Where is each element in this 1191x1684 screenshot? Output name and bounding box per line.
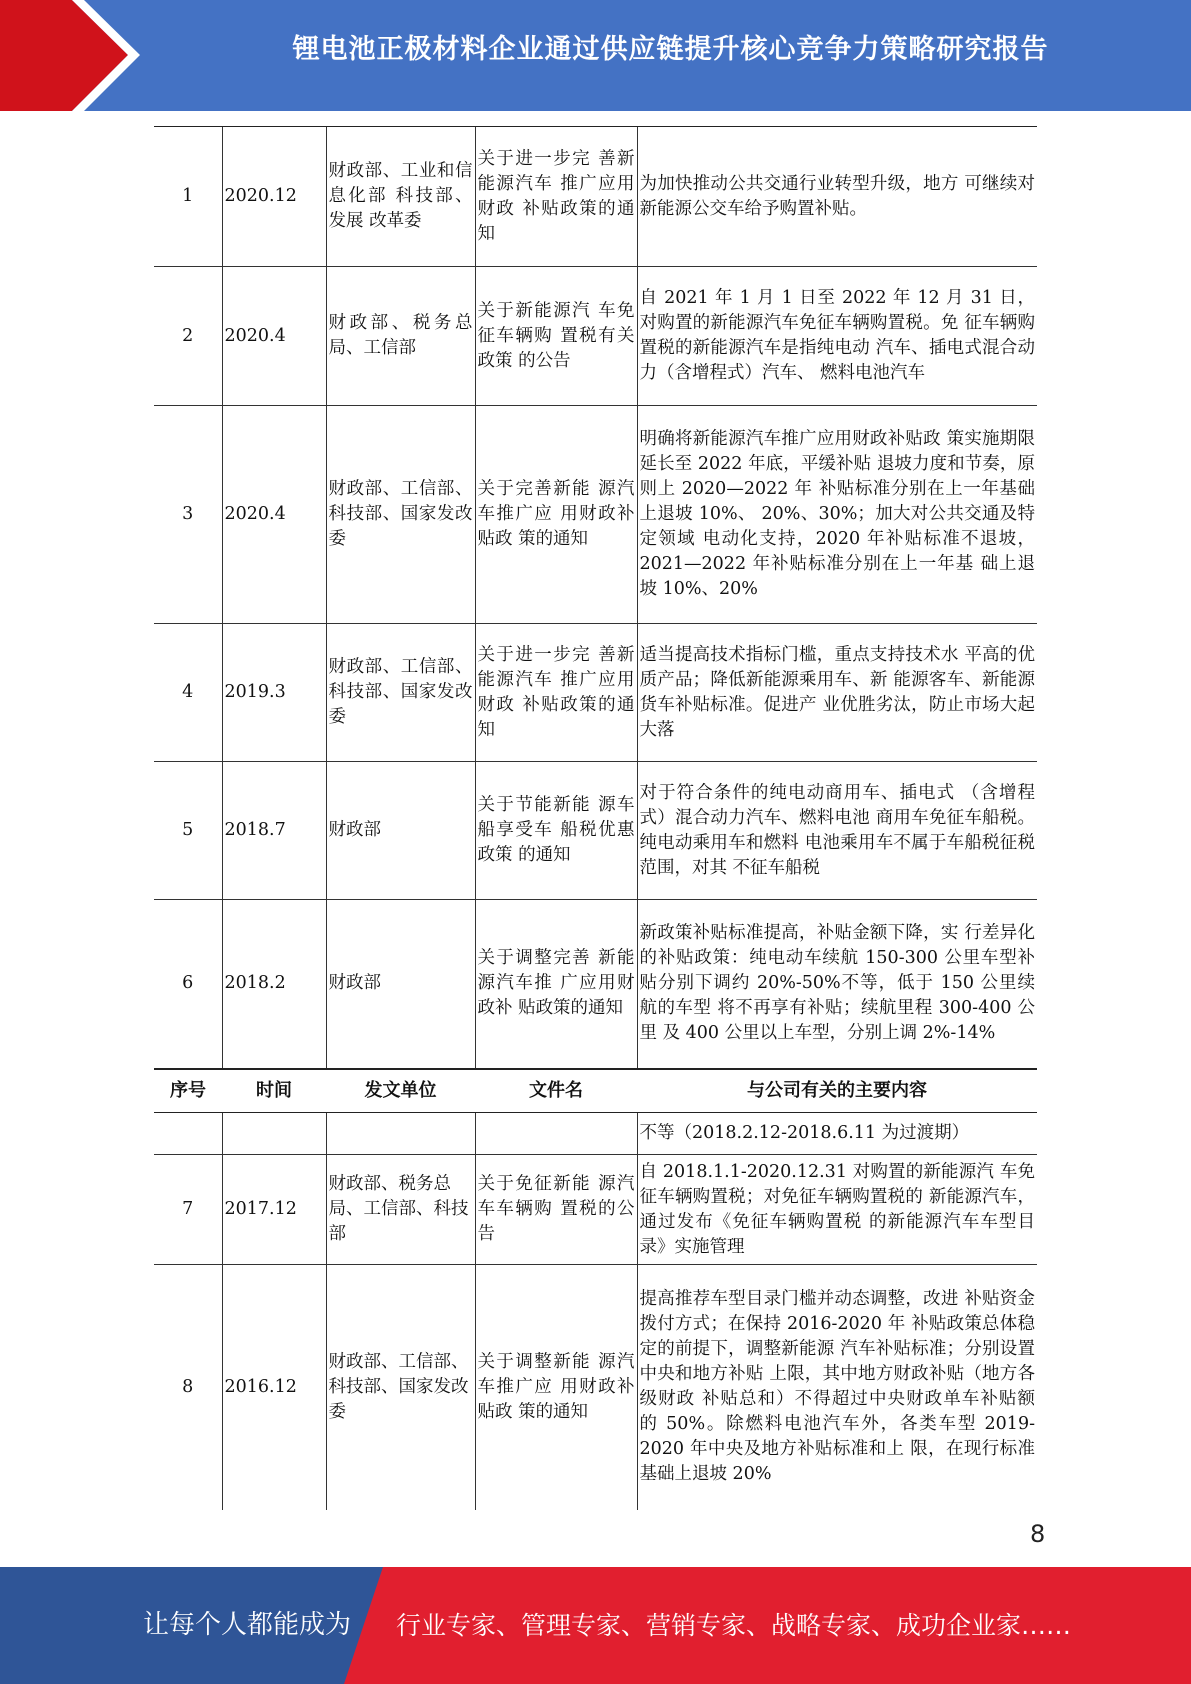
cell-content: 自 2021 年 1 月 1 日至 2022 年 12 月 31 日，对购置的新能源汽车免征车辆购置税。免 征车辆购置税的新能源汽车是指纯电动 汽车、插电式混合动力（含增程式）汽车、 燃料电池汽车: [637, 267, 1037, 406]
empty-cell: [326, 1113, 475, 1155]
cell-content: 为加快推动公共交通行业转型升级，地方 可继续对新能源公交车给予购置补贴。: [637, 127, 1037, 267]
cell-doc: 关于完善新能 源汽车推广应 用财政补贴政 策的通知: [475, 406, 637, 624]
policy-table: [154, 126, 1037, 1510]
cell-date: 2018.7: [222, 762, 326, 900]
cell-date: 2018.2: [222, 900, 326, 1069]
footer-slogan-left: 让每个人都能成为: [143, 1610, 352, 1640]
cell-content: 对于符合条件的纯电动商用车、插电式 （含增程式）混合动力汽车、燃料电池 商用车免征车船税。纯电动乘用车和燃料 电池乘用车不属于车船税征税范围，对其 不征车船税: [637, 762, 1037, 900]
page-header: [0, 0, 1191, 111]
cell-issuer: 财政部、工业和信息化部 科技部、发展 改革委: [326, 127, 475, 267]
page-number: 8: [1030, 1520, 1046, 1548]
cell-doc: 关于进一步完 善新能源汽车 推广应用财政 补贴政策的通 知: [475, 624, 637, 762]
cell-no: 8: [154, 1265, 222, 1510]
table-row-continuation: [154, 1113, 1037, 1155]
cell-date: 2020.4: [222, 406, 326, 624]
cell-no: 1: [154, 127, 222, 267]
col-header-doc: 文件名: [475, 1069, 637, 1113]
cell-issuer: 财政部: [326, 900, 475, 1069]
page-footer: [0, 1567, 1191, 1684]
col-header-no: 序号: [154, 1069, 222, 1113]
cell-doc: 关于调整完善 新能源汽车推 广应用财政补 贴政策的通知: [475, 900, 637, 1069]
empty-cell: [222, 1113, 326, 1155]
cell-no: 7: [154, 1155, 222, 1265]
cell-issuer: 财政部: [326, 762, 475, 900]
cell-content: 自 2018.1.1-2020.12.31 对购置的新能源汽 车免征车辆购置税；对免征车辆购置税的 新能源汽车，通过发布《免征车辆购置税 的新能源汽车车型目录》实施管理: [637, 1155, 1037, 1265]
cell-content: 提高推荐车型目录门槛并动态调整，改进 补贴资金拨付方式；在保持 2016-2020 年 补贴政策总体稳定的前提下，调整新能源 汽车补贴标准；分别设置中央和地方补贴 上限，其中地方财政补贴（地方各级财政 补贴总和）不得超过中央财政单车补贴额 的 50%。除燃料电池汽车外，各类车型 2019-2020 年中央及地方补贴标准和上 限，在现行标准基础上退坡 20%: [637, 1265, 1037, 1510]
cell-date: 2019.3: [222, 624, 326, 762]
table-row: [154, 900, 1037, 1069]
table-header-row: [154, 1069, 1037, 1113]
table-row: [154, 127, 1037, 267]
cell-content: 适当提高技术指标门槛，重点支持技术水 平高的优质产品；降低新能源乘用车、新 能源客车、新能源货车补贴标准。促进产 业优胜劣汰，防止市场大起大落: [637, 624, 1037, 762]
cell-date: 2016.12: [222, 1265, 326, 1510]
footer-slogan-right: 行业专家、管理专家、营销专家、战略专家、成功企业家……: [396, 1611, 1072, 1640]
cell-doc: 关于进一步完 善新能源汽车 推广应用财政 补贴政策的通 知: [475, 127, 637, 267]
cell-date: 2017.12: [222, 1155, 326, 1265]
header-red-chevron: [0, 0, 150, 111]
cell-no: 2: [154, 267, 222, 406]
cell-no: 3: [154, 406, 222, 624]
cell-no: 5: [154, 762, 222, 900]
col-header-issuer: 发文单位: [326, 1069, 475, 1113]
cell-no: 4: [154, 624, 222, 762]
cell-issuer: 财政部、工信部、科技部、国家发改委: [326, 624, 475, 762]
cell-doc: 关于新能源汽 车免征车辆购 置税有关政策 的公告: [475, 267, 637, 406]
table-row: [154, 406, 1037, 624]
cell-no: 6: [154, 900, 222, 1069]
col-header-date: 时间: [222, 1069, 326, 1113]
cell-doc: 关于调整新能 源汽车推广应 用财政补贴政 策的通知: [475, 1265, 637, 1510]
cell-issuer: 财政部、工信部、科技部、国家发改委: [326, 406, 475, 624]
col-header-content: 与公司有关的主要内容: [637, 1069, 1037, 1113]
cell-content: 明确将新能源汽车推广应用财政补贴政 策实施期限延长至 2022 年底，平缓补贴 退坡力度和节奏，原则上 2020—2022 年 补贴标准分别在上一年基础上退坡 10%、 20%、30%；加大对公共交通及特定领域 电动化支持，2020 年补贴标准不退坡， 2021—2022 年补贴标准分别在上一年基 础上退坡 10%、20%: [637, 406, 1037, 624]
table-row: [154, 624, 1037, 762]
table-row: [154, 1155, 1037, 1265]
cell-content-continuation: 不等（2018.2.12-2018.6.11 为过渡期）: [637, 1113, 1037, 1155]
cell-doc: 关于免征新能 源汽车车辆购 置税的公告: [475, 1155, 637, 1265]
table-row: [154, 1265, 1037, 1510]
cell-content: 新政策补贴标准提高，补贴金额下降，实 行差异化的补贴政策：纯电动车续航 150-300 公里车型补贴分别下调约 20%-50%不等，低于 150 公里续航的车型 将不再享有补贴；续航里程 300-400 公里 及 400 公里以上车型，分别上调 2%-14%: [637, 900, 1037, 1069]
cell-issuer: 财政部、税务总局、工信部: [326, 267, 475, 406]
empty-cell: [154, 1113, 222, 1155]
cell-date: 2020.4: [222, 267, 326, 406]
table-row: [154, 762, 1037, 900]
cell-issuer: 财政部、税务总局、工信部、科技部: [326, 1155, 475, 1265]
report-title: 锂电池正极材料企业通过供应链提升核心竞争力策略研究报告: [292, 34, 1049, 65]
cell-issuer: 财政部、工信部、科技部、国家发改委: [326, 1265, 475, 1510]
cell-date: 2020.12: [222, 127, 326, 267]
cell-doc: 关于节能新能 源车船享受车 船税优惠政策 的通知: [475, 762, 637, 900]
table-row: [154, 267, 1037, 406]
empty-cell: [475, 1113, 637, 1155]
